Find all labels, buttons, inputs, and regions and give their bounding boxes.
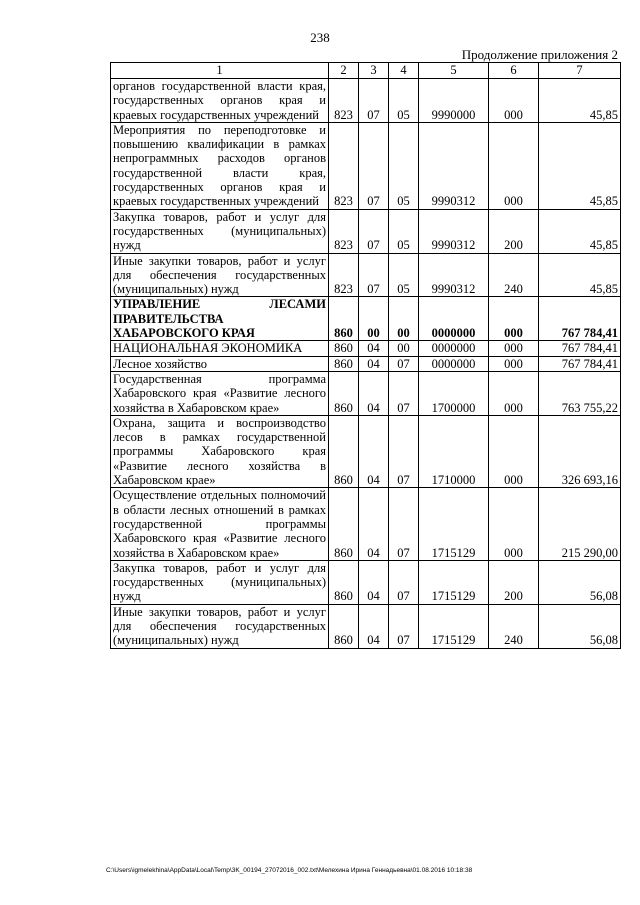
row-code-cell: 823	[329, 79, 359, 123]
row-name-cell: Иные закупки товаров, работ и услуг для обеспечения государственных (муниципальных) нужд	[111, 604, 329, 648]
column-header: 3	[359, 63, 389, 79]
appendix-continuation: Продолжение приложения 2	[461, 47, 618, 62]
row-section-cell: 04	[359, 341, 389, 356]
table-row	[111, 604, 621, 648]
row-code-cell: 860	[329, 488, 359, 560]
file-path-footer: C:\Users\igmelekhina\AppData\Local\Temp\3K_00194_27072016_002.txt\Мелехина Ирина Геннадьевна\01.08.2016 10:18:38	[106, 867, 473, 874]
row-amount-cell: 56,08	[539, 604, 621, 648]
row-section-cell: 00	[359, 297, 389, 341]
row-expense-type-cell: 200	[489, 209, 539, 253]
row-amount-cell: 45,85	[539, 122, 621, 209]
row-subsection-cell: 07	[389, 604, 419, 648]
column-header: 4	[389, 63, 419, 79]
column-header: 6	[489, 63, 539, 79]
row-amount-cell: 767 784,41	[539, 356, 621, 371]
row-section-cell: 04	[359, 415, 389, 487]
row-amount-cell: 326 693,16	[539, 415, 621, 487]
row-code-cell: 860	[329, 560, 359, 604]
row-subsection-cell: 07	[389, 371, 419, 415]
row-subsection-cell: 05	[389, 209, 419, 253]
row-name-cell: органов государственной власти края, государственных органов края и краевых государственных учреждений	[111, 79, 329, 123]
row-name-cell: Лесное хозяйство	[111, 356, 329, 371]
row-section-cell: 07	[359, 209, 389, 253]
row-subsection-cell: 05	[389, 122, 419, 209]
row-subsection-cell: 05	[389, 79, 419, 123]
row-code-cell: 860	[329, 415, 359, 487]
row-target-cell: 1715129	[419, 488, 489, 560]
row-code-cell: 860	[329, 356, 359, 371]
row-section-cell: 07	[359, 253, 389, 297]
row-amount-cell: 215 290,00	[539, 488, 621, 560]
row-expense-type-cell: 000	[489, 297, 539, 341]
row-target-cell: 0000000	[419, 297, 489, 341]
row-subsection-cell: 00	[389, 297, 419, 341]
row-amount-cell: 45,85	[539, 209, 621, 253]
row-subsection-cell: 05	[389, 253, 419, 297]
row-section-cell: 04	[359, 488, 389, 560]
row-expense-type-cell: 240	[489, 253, 539, 297]
row-expense-type-cell: 000	[489, 415, 539, 487]
row-target-cell: 9990000	[419, 79, 489, 123]
column-header: 1	[111, 63, 329, 79]
row-expense-type-cell: 000	[489, 356, 539, 371]
table-row	[111, 356, 621, 371]
row-expense-type-cell: 000	[489, 341, 539, 356]
row-name-cell: Осуществление отдельных полномочий в области лесных отношений в рамках государственной программы Хабаровского края «Развитие лесного хозяйства в Хабаровском крае»	[111, 488, 329, 560]
row-expense-type-cell: 000	[489, 371, 539, 415]
row-expense-type-cell: 240	[489, 604, 539, 648]
table-row	[111, 122, 621, 209]
column-header: 7	[539, 63, 621, 79]
row-expense-type-cell: 200	[489, 560, 539, 604]
row-section-cell: 04	[359, 604, 389, 648]
row-subsection-cell: 07	[389, 415, 419, 487]
table-row	[111, 79, 621, 123]
row-amount-cell: 767 784,41	[539, 297, 621, 341]
row-code-cell: 860	[329, 604, 359, 648]
row-target-cell: 0000000	[419, 341, 489, 356]
row-target-cell: 9990312	[419, 122, 489, 209]
row-section-cell: 04	[359, 560, 389, 604]
row-code-cell: 823	[329, 253, 359, 297]
table-row	[111, 297, 621, 341]
table-row	[111, 209, 621, 253]
row-amount-cell: 56,08	[539, 560, 621, 604]
row-code-cell: 860	[329, 297, 359, 341]
row-target-cell: 1700000	[419, 371, 489, 415]
row-section-cell: 04	[359, 356, 389, 371]
budget-table	[110, 62, 621, 649]
row-expense-type-cell: 000	[489, 79, 539, 123]
table-row	[111, 371, 621, 415]
column-header: 5	[419, 63, 489, 79]
row-amount-cell: 763 755,22	[539, 371, 621, 415]
table-row	[111, 341, 621, 356]
row-name-cell: НАЦИОНАЛЬНАЯ ЭКОНОМИКА	[111, 341, 329, 356]
row-target-cell: 1710000	[419, 415, 489, 487]
row-subsection-cell: 07	[389, 356, 419, 371]
row-name-cell: Мероприятия по переподготовке и повышению квалификации в рамках непрограммных расходов органов государственной власти края, государственных органов края и краевых государственных учреждений	[111, 122, 329, 209]
row-section-cell: 07	[359, 122, 389, 209]
row-amount-cell: 767 784,41	[539, 341, 621, 356]
table-row	[111, 253, 621, 297]
row-target-cell: 9990312	[419, 253, 489, 297]
row-subsection-cell: 07	[389, 560, 419, 604]
table-header-row	[111, 63, 621, 79]
table-row	[111, 488, 621, 560]
row-subsection-cell: 07	[389, 488, 419, 560]
row-target-cell: 9990312	[419, 209, 489, 253]
column-header: 2	[329, 63, 359, 79]
row-name-cell: Иные закупки товаров, работ и услуг для обеспечения государственных (муниципальных) нужд	[111, 253, 329, 297]
row-code-cell: 823	[329, 209, 359, 253]
row-name-cell: Закупка товаров, работ и услуг для государственных (муниципальных) нужд	[111, 209, 329, 253]
row-code-cell: 823	[329, 122, 359, 209]
row-expense-type-cell: 000	[489, 122, 539, 209]
row-target-cell: 1715129	[419, 604, 489, 648]
row-expense-type-cell: 000	[489, 488, 539, 560]
row-section-cell: 04	[359, 371, 389, 415]
row-target-cell: 1715129	[419, 560, 489, 604]
row-section-cell: 07	[359, 79, 389, 123]
row-name-cell: Закупка товаров, работ и услуг для государственных (муниципальных) нужд	[111, 560, 329, 604]
row-name-cell: УПРАВЛЕНИЕ ЛЕСАМИ ПРАВИТЕЛЬСТВА ХАБАРОВСКОГО КРАЯ	[111, 297, 329, 341]
table-row	[111, 415, 621, 487]
row-amount-cell: 45,85	[539, 79, 621, 123]
row-name-cell: Государственная программа Хабаровского края «Развитие лесного хозяйства в Хабаровском крае»	[111, 371, 329, 415]
page-number: 238	[310, 30, 330, 45]
row-code-cell: 860	[329, 341, 359, 356]
row-name-cell: Охрана, защита и воспроизводство лесов в рамках государственной программы Хабаровского края «Развитие лесного хозяйства в Хабаровском крае»	[111, 415, 329, 487]
row-subsection-cell: 00	[389, 341, 419, 356]
table-row	[111, 560, 621, 604]
row-target-cell: 0000000	[419, 356, 489, 371]
row-code-cell: 860	[329, 371, 359, 415]
row-amount-cell: 45,85	[539, 253, 621, 297]
